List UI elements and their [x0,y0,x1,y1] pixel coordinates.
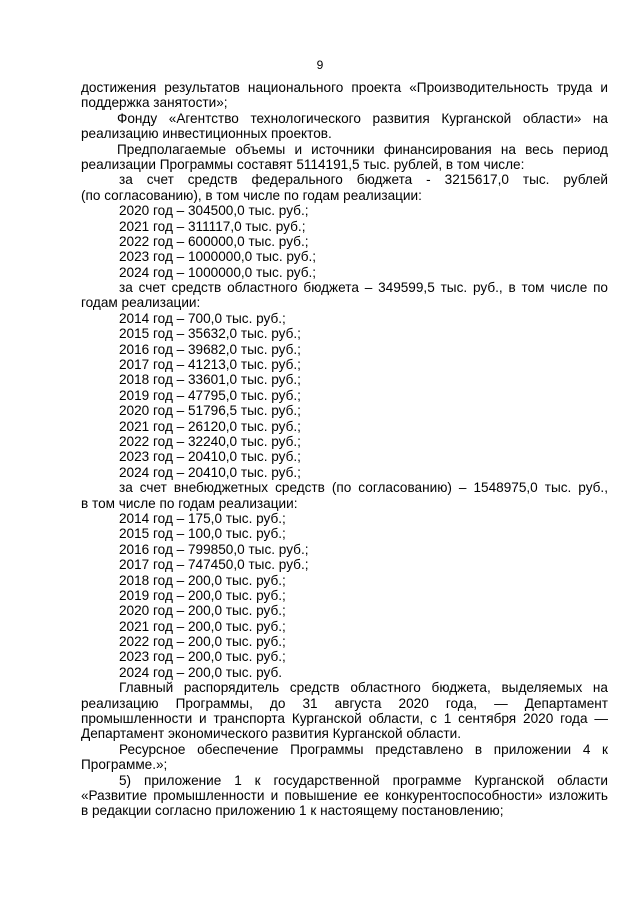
text-line: 2021 год – 200,0 тыс. руб.; [119,618,286,634]
text-line: 2022 год – 32240,0 тыс. руб.; [119,433,301,449]
text-line: 2018 год – 200,0 тыс. руб.; [119,572,286,588]
text-line: 2021 год – 26120,0 тыс. руб.; [119,418,301,434]
text-line: за счет внебюджетных средств (по согласованию) – 1548975,0 тыс. руб., [119,480,608,496]
text-line: 2023 год – 1000000,0 тыс. руб.; [119,249,317,265]
text-line: Фонду «Агентство технологического развития Курганской области» на [117,110,608,126]
text-line: достижения результатов национального проекта «Производительность труда и [81,80,608,95]
text-line: 2020 год – 200,0 тыс. руб.; [119,603,286,619]
text-line: за счет средств областного бюджета – 349599,5 тыс. руб., в том числе по [119,280,608,296]
text-line: в том числе по годам реализации: [81,495,298,511]
text-line: 2019 год – 47795,0 тыс. руб.; [119,387,301,403]
page-number: 9 [316,58,324,72]
text-line: 2022 год – 200,0 тыс. руб.; [119,634,286,650]
text-line: 2017 год – 747450,0 тыс. руб.; [119,557,309,573]
text-line: 2017 год – 41213,0 тыс. руб.; [119,357,301,373]
text-line: 2015 год – 100,0 тыс. руб.; [119,526,286,542]
text-line: 2014 год – 700,0 тыс. руб.; [119,310,286,326]
text-line: промышленности и транспорта Курганской области, с 1 сентября 2020 года — [81,711,608,727]
text-line: Департамент экономического развития Курганской области. [81,726,461,742]
text-line: Ресурсное обеспечение Программы представлено в приложении 4 к [119,741,608,757]
text-line: 2021 год – 311117,0 тыс. руб.; [119,218,306,234]
text-line: 2019 год – 200,0 тыс. руб.; [119,587,286,603]
text-line: 2020 год – 304500,0 тыс. руб.; [119,203,309,219]
text-line: Программе.»; [81,757,168,773]
text-line: реализацию инвестиционных проектов. [81,126,332,142]
text-line: 2024 год – 20410,0 тыс. руб.; [119,464,301,480]
text-line: 2016 год – 799850,0 тыс. руб.; [119,541,309,557]
text-line: 2014 год – 175,0 тыс. руб.; [119,510,286,526]
document-body [81,80,608,819]
text-line: за счет средств федерального бюджета - 3215617,0 тыс. рублей [119,172,608,188]
text-line: поддержка занятости»; [81,95,228,111]
text-line: 5) приложение 1 к государственной программе Курганской области [119,772,608,788]
text-line: реализации Программы составят 5114191,5 тыс. рублей, в том числе: [81,156,525,172]
text-line: 2024 год – 200,0 тыс. руб. [119,664,283,680]
text-line: «Развитие промышленности и повышение ее конкурентоспособности» изложить [81,787,608,803]
text-line: 2015 год – 35632,0 тыс. руб.; [119,326,301,342]
text-line: 2022 год – 600000,0 тыс. руб.; [119,233,309,249]
text-line: реализацию Программы, до 31 августа 2020 года, — Департамент [81,695,608,711]
text-line: в редакции согласно приложению 1 к настоящему постановлению; [81,803,504,819]
text-line: Предполагаемые объемы и источники финансирования на весь период [117,141,608,157]
text-line: 2020 год – 51796,5 тыс. руб.; [119,403,301,419]
text-line: 2023 год – 20410,0 тыс. руб.; [119,449,301,465]
text-line: годам реализации: [81,295,201,311]
text-line: 2016 год – 39682,0 тыс. руб.; [119,341,301,357]
text-line: 2023 год – 200,0 тыс. руб.; [119,649,286,665]
text-line: 2018 год – 33601,0 тыс. руб.; [119,372,301,388]
text-line: (по согласованию), в том числе по годам реализации: [81,187,422,203]
text-line: Главный распорядитель средств областного бюджета, выделяемых на [119,680,608,696]
text-line: 2024 год – 1000000,0 тыс. руб.; [119,264,317,280]
